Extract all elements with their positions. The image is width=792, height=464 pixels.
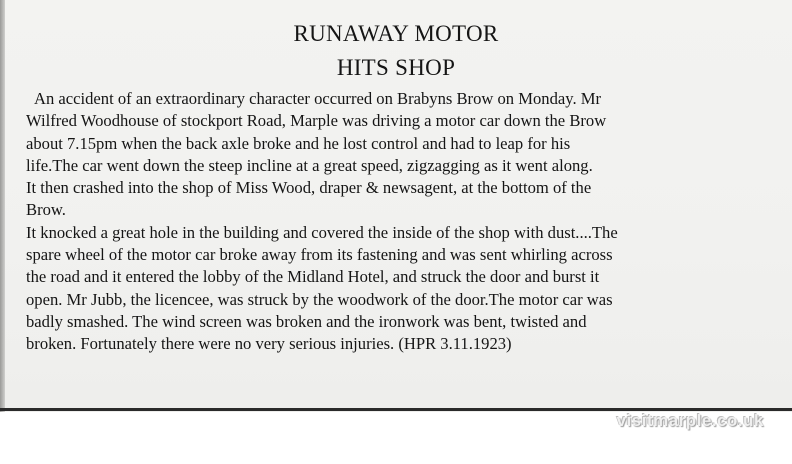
article-line: badly smashed. The wind screen was broken and the ironwork was bent, twisted and xyxy=(26,311,587,331)
article-line: It knocked a great hole in the building and covered the inside of the shop with dust....The xyxy=(26,222,618,242)
article-line: the road and it entered the lobby of the Midland Hotel, and struck the door and burst it xyxy=(26,267,600,287)
article-line: spare wheel of the motor car broke away from its fastening and was sent whirling across xyxy=(26,245,613,265)
article-line: Brow. xyxy=(26,200,66,220)
article-body xyxy=(26,88,786,356)
article-line: An accident of an extraordinary character occurred on Brabyns Brow on Monday. Mr xyxy=(34,89,602,108)
article-line: Wilfred Woodhouse of stockport Road, Marple was driving a motor car down the Brow xyxy=(26,111,607,131)
site-watermark: visitmarple.co.uk xyxy=(616,411,764,430)
article-line: life.The car went down the steep incline at a great speed, zigzagging as it went along. xyxy=(26,155,593,175)
headline-line-2: HITS SHOP xyxy=(336,55,456,80)
article-line: broken. Fortunately there were no very serious injuries. (HPR 3.11.1923) xyxy=(26,334,512,354)
article-line: about 7.15pm when the back axle broke and he lost control and had to leap for his xyxy=(26,133,571,153)
article-line: open. Mr Jubb, the licencee, was struck by the woodwork of the door.The motor car was xyxy=(26,289,613,309)
article-line: It then crashed into the shop of Miss Wood, draper & newsagent, at the bottom of the xyxy=(26,178,592,198)
headline-line-1: RUNAWAY MOTOR xyxy=(293,21,499,46)
